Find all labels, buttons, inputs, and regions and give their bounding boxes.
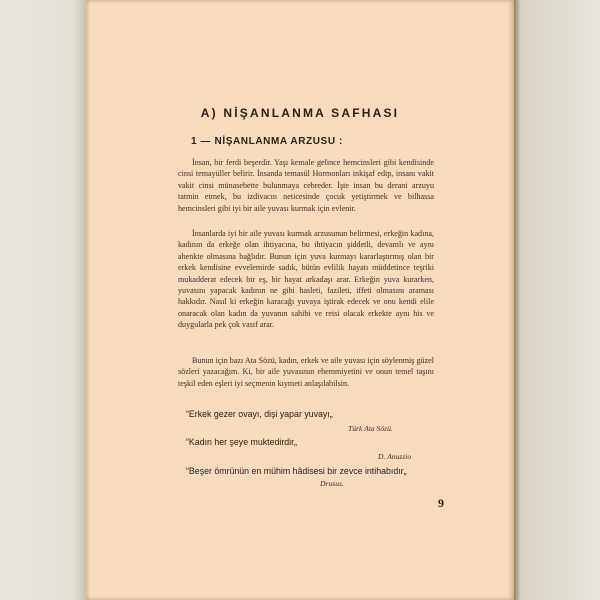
quote-attribution: Drusus.: [320, 479, 344, 488]
quote-text: “Kadın her şeye muktedirdir„: [186, 437, 297, 447]
quote-attribution: D. Anuzzio: [378, 452, 412, 461]
section-heading: A) NİŞANLANMA SAFHASI: [200, 106, 400, 120]
quote-text: “Beşer ömrünün en mühim hâdisesi bir zevce intihabıdır„: [186, 466, 407, 476]
subsection-heading: 1 — NİŞANLANMA ARZUSU :: [191, 136, 343, 147]
body-paragraph: İnsanlarda iyi bir aile yuvası kurmak arzusunun belirmesi, erkeğin kadına, kadının da erkeğe olan ihtiyacına, bu ihtiyacın şiddetli, devamlı ve aynı ahenkte olmasına bağlıdır. Bunun için yuva kurmayı kararlaştırmış olan bir erkek kendisine evvelemirde sadık, bütün evlilik hayatı müddetince teşriki mukadderat edecek bir eş, bir hayat arkadaşı arar. Erkeğin yuva kurarken, yuvasını yapacak kadının ne gibi hasleti, fazileti, iffeti olmasını araması hakkıdır. Nasıl ki erkeğin karacağı yuvaya iştirak edecek ve onu kendi elile onaracak olan kadın da yuvanın sahibi ve reisi olacak erkekte aynı his ve duygularla pek çok vasıf arar.: [178, 229, 434, 330]
page-edges: [508, 0, 600, 600]
book-page: [86, 0, 514, 600]
body-paragraph: Bunun için bazı Ata Sözü, kadın, erkek ve aile yuvası için söylenmiş güzel sözleri yazacağım. Ki, bir aile yuvasının ehemmiyetini ve onun temel taşını teşkil eden eşleri iyi seçmenin kıymeti anlaşılabilsin.: [178, 356, 434, 388]
body-paragraph: İnsan, bir ferdi beşerdir. Yaşı kemale gelince hemcinsleri gibi kendisinde cinsi temayüller belirir. İnsanda temasül Hormonları inkişaf edip, insanı vakit vakit cinsi münasebette bulunmaya cebreder. İşte insan bu derani arzuyu tatmin etmek, bu izdivacın neticesinde çocuk yetiştirmek ve bilhassa hemcinsleri gibi iyi bir aile yuvası kurmak için evlenir.: [178, 158, 434, 213]
book-gutter: [0, 0, 86, 600]
quote-text: “Erkek gezer ovayı, dişi yapar yuvayı„: [186, 409, 333, 419]
quote-attribution: Türk Ata Sözü.: [348, 424, 393, 433]
page-number: 9: [438, 496, 444, 510]
